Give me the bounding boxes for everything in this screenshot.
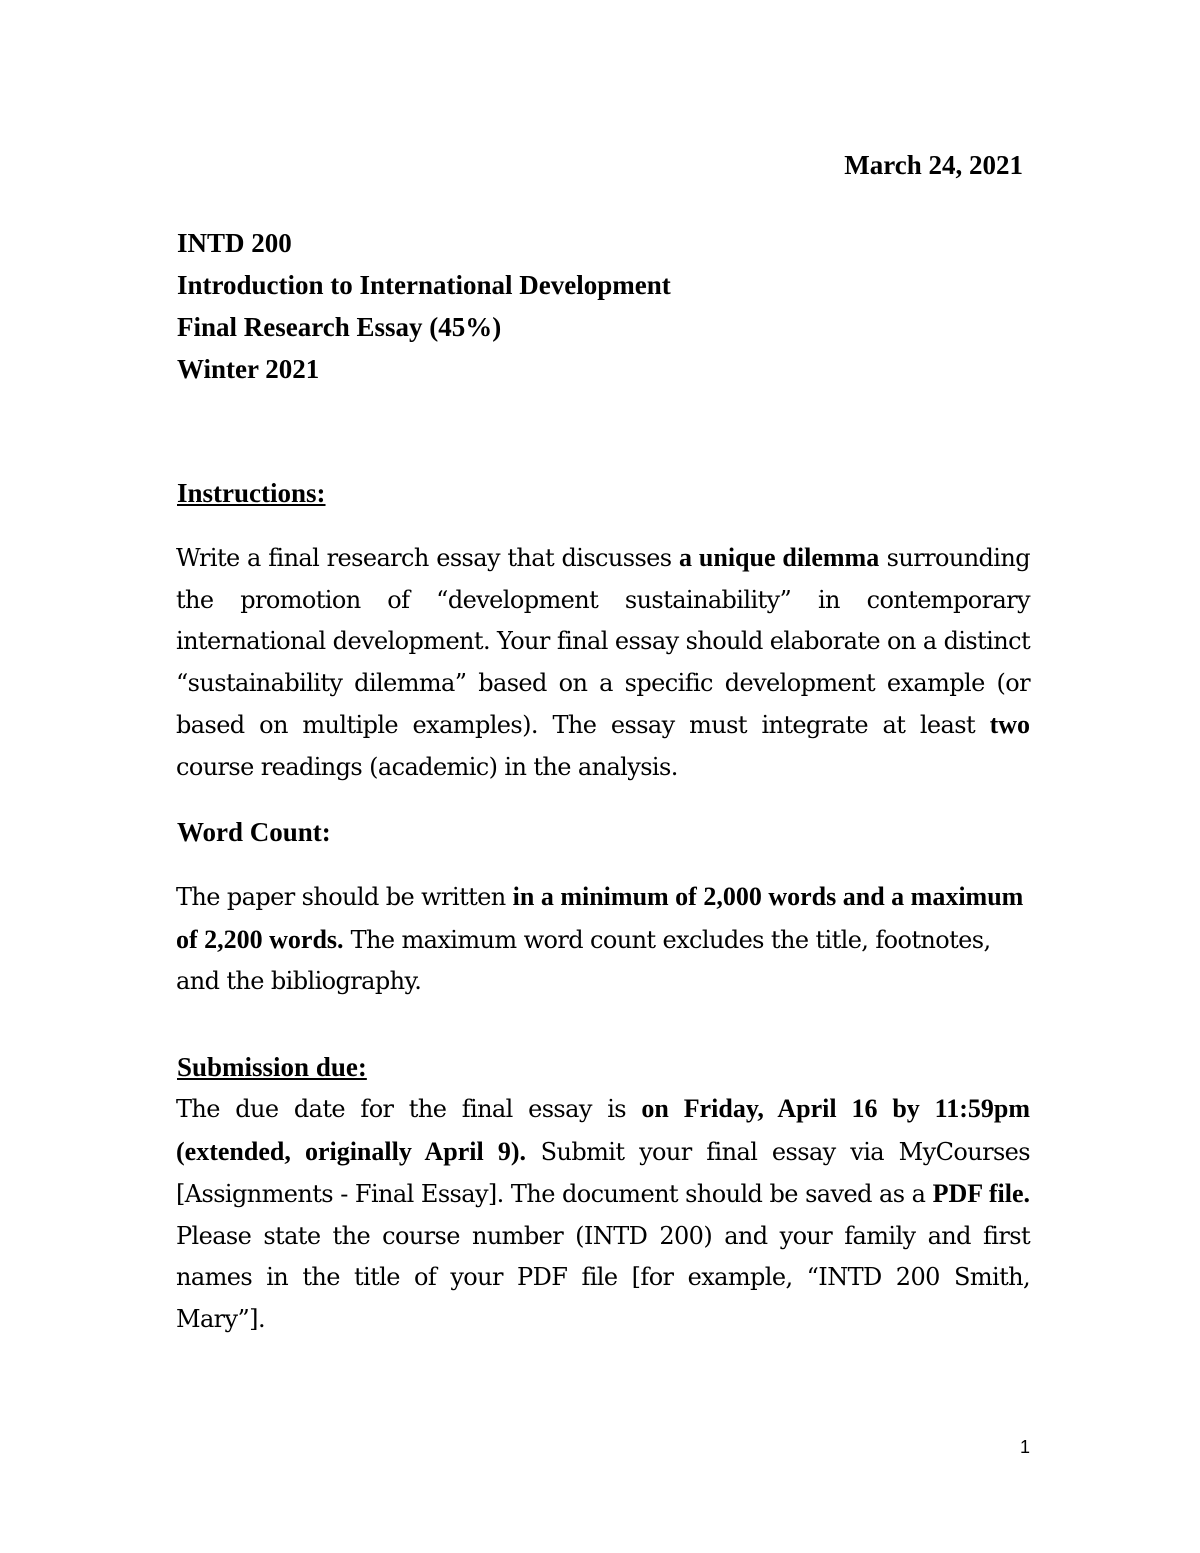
submission-text-1: The due date for the final essay is bbox=[176, 1095, 642, 1123]
instructions-text-2: surrounding the promotion of “development sustainability” in contemporary international development. Your final essay should elaborate on a distinct “sustainability dilemma” based on a specific development example (or based on multiple examples). The essay must integrate at least bbox=[176, 544, 1031, 740]
instructions-text-1: Write a final research essay that discusses bbox=[176, 544, 679, 572]
instructions-bold-2: two bbox=[989, 710, 1030, 740]
submission-bold-1: on Friday, April 16 by 11:59pm (extended, originally April 9). bbox=[176, 1094, 1030, 1166]
submission-text-3: Please state the course number (INTD 200) and your family and first names in the title of your PDF file [for example, “INTD 200 Smith, Mary”]. bbox=[176, 1221, 1030, 1333]
submission-paragraph bbox=[176, 1088, 1030, 1341]
instructions-heading: Instructions: bbox=[177, 478, 326, 508]
submission-bold-2: PDF file. bbox=[932, 1179, 1030, 1209]
document-date: March 24, 2021 bbox=[844, 150, 1023, 180]
submission-heading: Submission due: bbox=[177, 1052, 367, 1082]
word-count-text-1: The paper should be written bbox=[176, 883, 513, 911]
submission-text-2: Submit your final essay via MyCourses [Assignments - Final Essay]. The document should be saved as a bbox=[176, 1137, 1030, 1209]
assignment-title: Final Research Essay (45%) bbox=[177, 312, 502, 342]
course-term: Winter 2021 bbox=[177, 354, 320, 384]
course-code: INTD 200 bbox=[177, 228, 292, 258]
course-header bbox=[177, 228, 1037, 396]
word-count-text-2: The maximum word count excludes the title, footnotes, and the bibliography. bbox=[176, 925, 991, 996]
instructions-text-3: course readings (academic) in the analysis. bbox=[176, 752, 678, 781]
instructions-bold-1: a unique dilemma bbox=[678, 543, 880, 572]
page-number: 1 bbox=[1019, 1437, 1030, 1457]
instructions-paragraph bbox=[176, 537, 1030, 789]
word-count-heading: Word Count: bbox=[177, 817, 331, 847]
word-count-bold-1: in a minimum of 2,000 words and a maximum of 2,200 words. bbox=[176, 882, 1024, 954]
course-title: Introduction to International Development bbox=[177, 270, 671, 300]
word-count-paragraph bbox=[176, 876, 1030, 1003]
